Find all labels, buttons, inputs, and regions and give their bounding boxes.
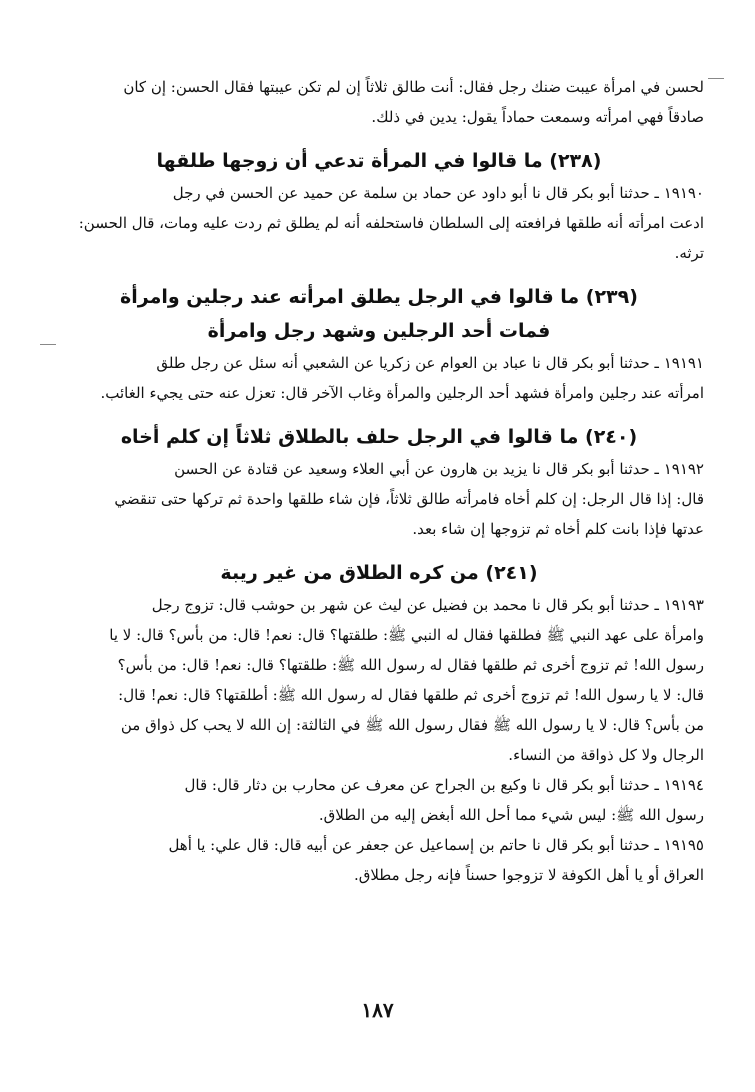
page-number: ١٨٧ bbox=[361, 998, 394, 1022]
entry-19194 bbox=[54, 770, 704, 830]
section-heading-238: (٢٣٨) ما قالوا في المرأة تدعي أن زوجها طلقها bbox=[156, 150, 602, 172]
intro-paragraph bbox=[54, 72, 704, 132]
entry-19193 bbox=[54, 590, 704, 770]
text-line: ١٩١٩٢ ـ حدثنا أبو بكر قال نا يزيد بن هارون عن أبي العلاء وسعيد عن قتادة عن الحسن bbox=[174, 460, 704, 478]
section-heading-239: (٢٣٩) ما قالوا في الرجل يطلق امرأته عند رجلين وامرأة bbox=[120, 286, 638, 308]
entry-19190 bbox=[54, 178, 704, 268]
margin-mark bbox=[40, 344, 56, 345]
text-line: لحسن في امرأة عيبت ضنك رجل فقال: أنت طالق ثلاثاً إن لم تكن عيبتها فقال الحسن: إن كان bbox=[123, 78, 704, 96]
section-heading-240: (٢٤٠) ما قالوا في الرجل حلف بالطلاق ثلاثاً إن كلم أخاه bbox=[120, 426, 638, 448]
section-heading-239-line2: فمات أحد الرجلين وشهد رجل وامرأة bbox=[207, 320, 551, 342]
text-line: قال: لا يا رسول الله! ثم تزوج أخرى ثم طلقها فقال له رسول الله ﷺ: أطلقتها؟ قال: نعم! قال: bbox=[118, 686, 704, 704]
text-line: ١٩١٩٤ ـ حدثنا أبو بكر قال نا وكيع بن الجراح عن معرف عن محارب بن دثار قال: قال bbox=[184, 776, 704, 794]
margin-mark bbox=[708, 78, 724, 79]
text-line: ادعت امرأته أنه طلقها فرافعته إلى السلطان فاستحلفه أنه لم يطلق ثم ردت عليه ومات، قال الحسن: bbox=[78, 214, 704, 232]
entry-19192 bbox=[54, 454, 704, 544]
text-line: رسول الله ﷺ: ليس شيء مما أحل الله أبغض إليه من الطلاق. bbox=[318, 806, 704, 824]
text-line: قال: إذا قال الرجل: إن كلم أخاه فامرأته طالق ثلاثاً، فإن شاء طلقها واحدة ثم تركها حتى تنقضي bbox=[114, 490, 704, 508]
text-line: رسول الله! ثم تزوج أخرى ثم طلقها فقال له رسول الله ﷺ: طلقتها؟ قال: نعم! قال: من بأس؟ bbox=[117, 656, 704, 674]
text-line: العراق أو يا أهل الكوفة لا تزوجوا حسناً فإنه رجل مطلاق. bbox=[353, 866, 704, 884]
text-line: عدتها فإذا بانت كلم أخاه ثم تزوجها إن شاء بعد. bbox=[412, 520, 704, 538]
text-line: ١٩١٩٥ ـ حدثنا أبو بكر قال نا حاتم بن إسماعيل عن جعفر عن أبيه قال: قال علي: يا أهل bbox=[168, 836, 704, 854]
text-line: صادقاً فهي امرأته وسمعت حماداً يقول: يدين في ذلك. bbox=[371, 108, 704, 126]
entry-19191 bbox=[54, 348, 704, 408]
text-line: الرجال ولا كل ذواقة من النساء. bbox=[508, 746, 704, 764]
text-line: ترثه. bbox=[674, 244, 704, 262]
text-line: وامرأة على عهد النبي ﷺ فطلقها فقال له النبي ﷺ: طلقتها؟ قال: نعم! قال: من بأس؟ قال: لا يا bbox=[109, 626, 704, 644]
text-line: ١٩١٩١ ـ حدثنا أبو بكر قال نا عباد بن العوام عن زكريا عن الشعبي أنه سئل عن رجل طلق bbox=[156, 354, 704, 372]
page-body bbox=[54, 72, 704, 1072]
text-line: ١٩١٩٠ ـ حدثنا أبو بكر قال نا أبو داود عن حماد بن سلمة عن حميد عن الحسن في رجل bbox=[172, 184, 704, 202]
section-heading-241: (٢٤١) من كره الطلاق من غير ريبة bbox=[220, 562, 538, 584]
text-line: امرأته عند رجلين وامرأة فشهد أحد الرجلين والمرأة وغاب الآخر قال: تعزل عنه حتى يجيء الغائب. bbox=[100, 384, 704, 402]
text-line: من بأس؟ قال: لا يا رسول الله ﷺ فقال رسول الله ﷺ في الثالثة: إن الله لا يحب كل ذواق من bbox=[120, 716, 704, 734]
entry-19195 bbox=[54, 830, 704, 890]
text-line: ١٩١٩٣ ـ حدثنا أبو بكر قال نا محمد بن فضيل عن ليث عن شهر بن حوشب قال: تزوج رجل bbox=[151, 596, 704, 614]
